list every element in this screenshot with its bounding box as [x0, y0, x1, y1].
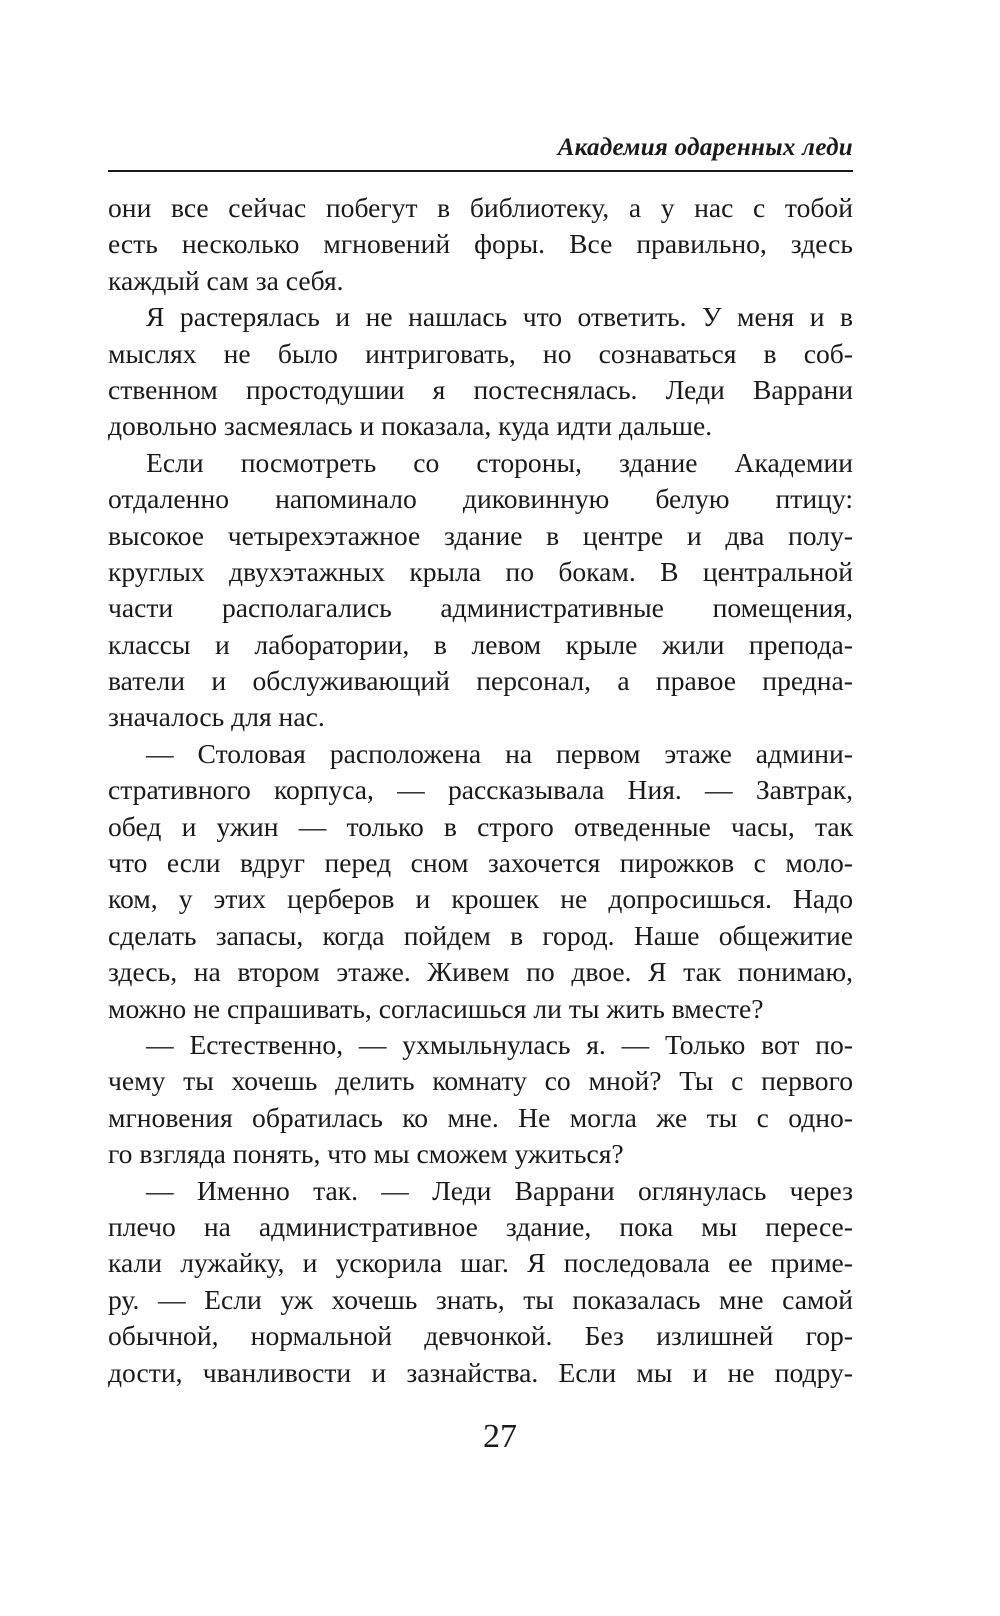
- text-line: обед и ужин — только в строго отведенные часы, так: [108, 810, 853, 842]
- page-number: 27: [483, 1418, 517, 1455]
- text-line: ком, у этих церберов и крошек не допросишься. Надо: [108, 883, 853, 915]
- text-line: сделать запасы, когда пойдем в город. Наше общежитие: [108, 919, 853, 951]
- text-line: Если посмотреть со стороны, здание Академии: [146, 446, 853, 478]
- text-line: что если вдруг перед сном захочется пирожков с моло-: [108, 847, 853, 879]
- text-line: здесь, на втором этаже. Живем по двое. Я так понимаю,: [108, 956, 853, 988]
- text-line: мыслях не было интриговать, но сознаваться в соб-: [108, 337, 853, 369]
- running-head-title: Академия одаренных леди: [557, 134, 853, 161]
- text-line: ру. — Если уж хочешь знать, ты показалась мне самой: [108, 1283, 853, 1315]
- text-line: — Естественно, — ухмыльнулась я. — Только вот по-: [146, 1028, 853, 1060]
- text-line: каждый сам за себя.: [108, 264, 344, 296]
- text-line: они все сейчас побегут в библиотеку, а у нас с тобой: [108, 192, 853, 223]
- text-line: части располагались административные помещения,: [108, 592, 853, 624]
- text-line: отдаленно напоминало диковинную белую птицу:: [108, 483, 853, 515]
- text-line: классы и лаборатории, в левом крыле жили препода-: [108, 628, 853, 660]
- text-line: Я растерялась и не нашлась что ответить. У меня и в: [146, 301, 853, 333]
- text-line: мгновения обратилась ко мне. Не могла же ты с одно-: [108, 1101, 853, 1133]
- text-line: можно не спрашивать, согласишься ли ты жить вместе?: [108, 992, 764, 1024]
- text-line: значалось для нас.: [108, 701, 325, 733]
- text-line: — Именно так. — Леди Варрани оглянулась через: [146, 1174, 853, 1206]
- text-line: ватели и обслуживающий персонал, а правое предна-: [108, 665, 853, 697]
- text-line: круглых двухэтажных крыла по бокам. В центральной: [108, 555, 853, 587]
- text-line: дости, чванливости и зазнайства. Если мы и не подру-: [108, 1356, 853, 1388]
- text-line: высокое четырехэтажное здание в центре и два полу-: [108, 519, 853, 551]
- text-line: кали лужайку, и ускорила шаг. Я последовала ее приме-: [108, 1247, 853, 1279]
- text-line: есть несколько мгновений форы. Все правильно, здесь: [108, 228, 853, 260]
- text-line: обычной, нормальной девчонкой. Без излишней гор-: [108, 1320, 853, 1352]
- text-line: го взгляда понять, что мы сможем ужиться?: [108, 1138, 624, 1170]
- text-line: стративного корпуса, — рассказывала Ния. — Завтрак,: [108, 774, 853, 806]
- text-line: плечо на административное здание, пока мы пересе-: [108, 1210, 853, 1242]
- body-text: [108, 190, 853, 1391]
- text-line: ственном простодушии я постеснялась. Леди Варрани: [108, 373, 853, 405]
- text-line: довольно засмеялась и показала, куда идти дальше.: [108, 410, 713, 442]
- text-line: — Столовая расположена на первом этаже админи-: [146, 737, 853, 769]
- running-head: [108, 132, 853, 172]
- text-line: чему ты хочешь делить комнату со мной? Ты с первого: [108, 1065, 853, 1097]
